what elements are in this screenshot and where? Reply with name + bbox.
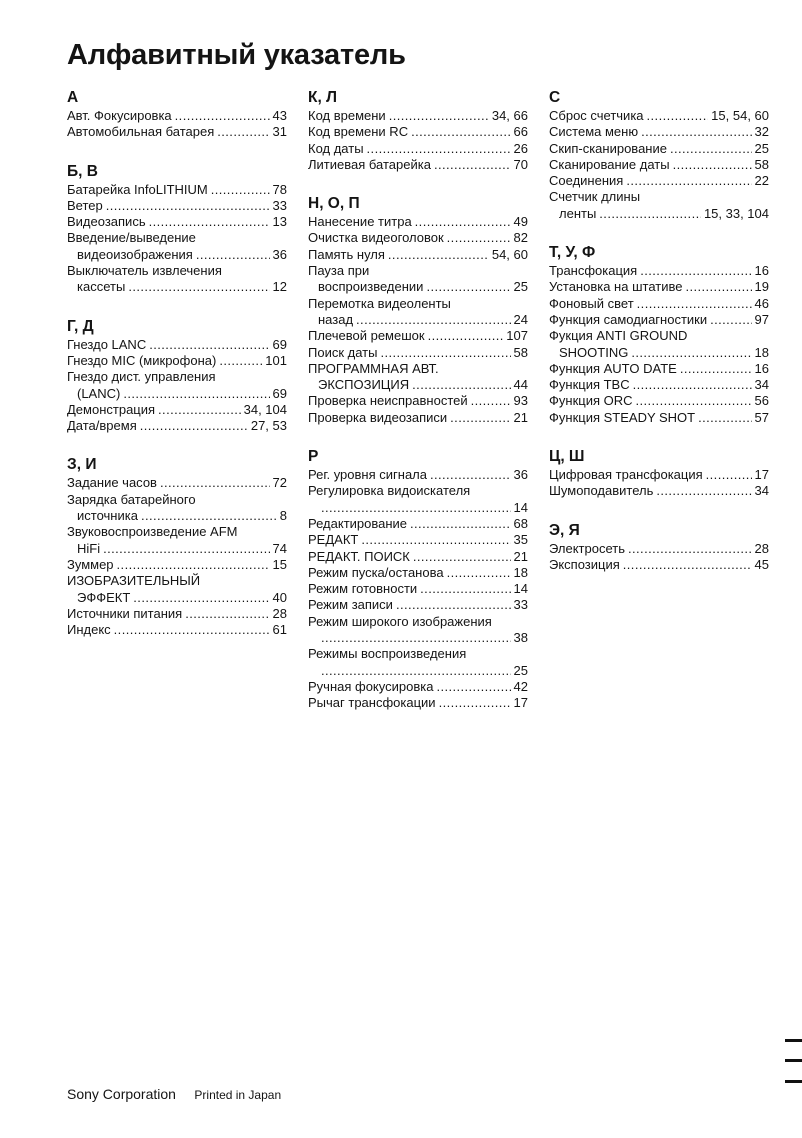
- entry-term: Система меню: [549, 124, 639, 140]
- entry-term: ЭФФЕКТ: [77, 589, 131, 605]
- entry-term: Функция самодиагностики: [549, 311, 708, 327]
- entry-pages: 8: [279, 508, 287, 524]
- dot-leader: [637, 296, 752, 312]
- entry-pages: 15, 54, 60: [711, 108, 769, 123]
- entry-pages: 57: [754, 409, 769, 425]
- index-column-1: [67, 88, 287, 659]
- entry-term: Демонстрация: [67, 401, 156, 417]
- dot-leader: [140, 418, 248, 434]
- entry-term: Видеозапись: [67, 214, 146, 230]
- entry-term: Соединения: [549, 173, 624, 189]
- entry-pages: 36: [513, 467, 528, 483]
- dot-leader: [117, 557, 270, 573]
- dot-leader: [133, 590, 269, 606]
- entry-term: Источники питания: [67, 605, 183, 621]
- dot-leader: [321, 500, 511, 516]
- index-entry: [308, 328, 528, 344]
- dot-leader: [410, 516, 511, 532]
- index-entry: [308, 214, 528, 230]
- index-entry: [549, 124, 769, 140]
- index-entry: [67, 230, 287, 263]
- entry-pages: 58: [754, 156, 769, 172]
- entry-pages: 24: [513, 311, 528, 327]
- index-entry: [67, 606, 287, 622]
- entry-pages: 38: [513, 630, 528, 646]
- index-entry: [308, 614, 528, 647]
- index-entry: [549, 541, 769, 557]
- entry-term: Фукция ANTI GROUND: [549, 328, 688, 344]
- entry-pages: 56: [754, 393, 769, 409]
- dot-leader: [636, 393, 752, 409]
- entry-term: ЭКСПОЗИЦИЯ: [318, 377, 410, 393]
- entry-pages: 54, 60: [491, 246, 528, 262]
- index-section: [308, 447, 528, 711]
- edge-tab-mark: [785, 1039, 802, 1042]
- dot-leader: [647, 108, 709, 124]
- entry-pages: 26: [513, 140, 528, 156]
- index-entry: [308, 410, 528, 426]
- footer: [67, 1086, 281, 1104]
- section-heading: Г, Д: [67, 317, 94, 335]
- index-section: [67, 88, 287, 141]
- dot-leader: [623, 557, 752, 573]
- entry-pages: 22: [754, 173, 769, 189]
- entry-pages: 66: [513, 124, 528, 140]
- entry-pages: 16: [754, 360, 769, 376]
- entry-pages: 42: [513, 678, 528, 694]
- dot-leader: [175, 108, 270, 124]
- entry-pages: 19: [754, 279, 769, 295]
- index-section: [549, 88, 769, 222]
- entry-term: Поиск даты: [308, 344, 378, 360]
- dot-leader: [447, 565, 511, 581]
- entry-term: Режим записи: [308, 597, 393, 613]
- entry-pages: 68: [513, 515, 528, 531]
- index-entry: [308, 345, 528, 361]
- entry-term: Функция ORC: [549, 393, 633, 409]
- index-entry: [67, 263, 287, 296]
- dot-leader: [321, 663, 511, 679]
- entry-term: Ветер: [67, 197, 103, 213]
- index-entry: [549, 312, 769, 328]
- dot-leader: [388, 247, 489, 263]
- entry-pages: 14: [513, 499, 528, 515]
- dot-leader: [367, 141, 511, 157]
- index-section: [308, 88, 528, 173]
- entry-term: Пауза при: [308, 263, 370, 279]
- entry-pages: 16: [754, 263, 769, 279]
- entry-pages: 36: [272, 246, 287, 262]
- dot-leader: [640, 263, 751, 279]
- dot-leader: [698, 410, 751, 426]
- index-section: [308, 194, 528, 426]
- index-entry: [308, 361, 528, 394]
- entry-pages: 35: [513, 532, 528, 548]
- entry-pages: 25: [754, 140, 769, 156]
- entry-term: Экспозиция: [549, 556, 620, 572]
- entry-term: Функция AUTO DATE: [549, 360, 677, 376]
- index-entry: [549, 157, 769, 173]
- entry-pages: 28: [754, 540, 769, 556]
- entry-pages: 82: [513, 230, 528, 246]
- entry-pages: 43: [272, 108, 287, 123]
- entry-pages: 13: [272, 214, 287, 230]
- dot-leader: [106, 198, 270, 214]
- dot-leader: [685, 279, 751, 295]
- dot-leader: [158, 402, 241, 418]
- entry-pages: 69: [272, 385, 287, 401]
- entry-pages: 101: [265, 352, 287, 368]
- entry-term: Рычаг трансфокации: [308, 695, 436, 711]
- section-heading: С: [549, 89, 561, 106]
- section-heading: Ц, Ш: [549, 448, 585, 466]
- index-entry: [67, 622, 287, 638]
- dot-leader: [411, 124, 510, 140]
- entry-pages: 34, 104: [243, 401, 287, 417]
- dot-leader: [160, 475, 270, 491]
- index-entry: [549, 467, 769, 483]
- section-heading: Б, В: [67, 162, 98, 180]
- entry-term: Установка на штативе: [549, 279, 683, 295]
- entry-pages: 107: [506, 328, 528, 344]
- index-entry: [308, 516, 528, 532]
- dot-leader: [211, 182, 270, 198]
- edge-tab-mark: [785, 1080, 802, 1083]
- index-entry: [67, 198, 287, 214]
- edge-tab-mark: [785, 1059, 802, 1062]
- entry-pages: 17: [754, 467, 769, 483]
- section-heading: А: [67, 89, 79, 106]
- index-entry: [308, 247, 528, 263]
- index-entry: [308, 393, 528, 409]
- dot-leader: [673, 157, 752, 173]
- index-entry: [308, 157, 528, 173]
- entry-pages: 34: [754, 483, 769, 499]
- entry-term: Рег. уровня сигнала: [308, 467, 427, 483]
- entry-pages: 33: [513, 597, 528, 613]
- entry-term: источника: [77, 508, 138, 524]
- entry-pages: 40: [272, 589, 287, 605]
- index-entry: [549, 108, 769, 124]
- index-entry: [308, 695, 528, 711]
- dot-leader: [413, 549, 511, 565]
- index-entry: [67, 182, 287, 198]
- dot-leader: [361, 532, 510, 548]
- entry-pages: 74: [272, 540, 287, 556]
- section-heading: Р: [308, 448, 319, 466]
- index-entry: [308, 679, 528, 695]
- entry-term: Код даты: [308, 140, 364, 156]
- dot-leader: [450, 410, 510, 426]
- dot-leader: [706, 467, 752, 483]
- entry-pages: 15, 33, 104: [703, 205, 769, 221]
- dot-leader: [428, 328, 504, 344]
- entry-term: Гнездо дист. управления: [67, 369, 216, 385]
- entry-term: Код времени: [308, 108, 386, 123]
- dot-leader: [415, 214, 511, 230]
- entry-term: Электросеть: [549, 540, 626, 556]
- entry-term: кассеты: [77, 279, 126, 295]
- index-section: [67, 455, 287, 638]
- index-entry: [549, 328, 769, 361]
- entry-pages: 69: [272, 336, 287, 352]
- dot-leader: [149, 337, 269, 353]
- dot-leader: [123, 386, 269, 402]
- entry-pages: 78: [272, 181, 287, 197]
- dot-leader: [641, 124, 751, 140]
- index-entry: [67, 337, 287, 353]
- entry-term: Шумоподавитель: [549, 483, 654, 499]
- dot-leader: [439, 695, 511, 711]
- index-entry: [308, 296, 528, 329]
- dot-leader: [656, 483, 751, 499]
- entry-pages: 21: [513, 548, 528, 564]
- entry-pages: 28: [272, 605, 287, 621]
- entry-pages: 72: [272, 475, 287, 491]
- index-section: [67, 317, 287, 435]
- entry-term: Проверка видеозаписи: [308, 409, 448, 425]
- entry-pages: 15: [272, 556, 287, 572]
- entry-pages: 45: [754, 556, 769, 572]
- entry-term: ПРОГРАММНАЯ АВТ.: [308, 360, 439, 376]
- entry-term: Сканирование даты: [549, 156, 670, 172]
- index-entry: [67, 124, 287, 140]
- dot-leader: [396, 597, 511, 613]
- index-entry: [549, 377, 769, 393]
- entry-pages: 61: [272, 622, 287, 638]
- footer-printed: Printed in Japan: [194, 1088, 282, 1102]
- index-entry: [67, 108, 287, 124]
- index-entry: [308, 124, 528, 140]
- entry-pages: 14: [513, 581, 528, 597]
- entry-term: Режим готовности: [308, 581, 418, 597]
- dot-leader: [114, 622, 270, 638]
- entry-term: Индекс: [67, 622, 111, 638]
- entry-term: Режим пуска/останова: [308, 564, 444, 580]
- index-column-2: [308, 88, 528, 733]
- index-entry: [308, 581, 528, 597]
- entry-pages: 18: [513, 564, 528, 580]
- section-heading: Э, Я: [549, 521, 580, 539]
- dot-leader: [426, 279, 510, 295]
- index-entry: [308, 108, 528, 124]
- entry-term: Введение/выведение: [67, 230, 196, 246]
- entry-term: Регулировка видоискателя: [308, 483, 471, 499]
- index-entry: [308, 263, 528, 296]
- entry-term: Дата/время: [67, 418, 137, 434]
- dot-leader: [141, 508, 277, 524]
- index-entry: [308, 141, 528, 157]
- dot-leader: [103, 541, 269, 557]
- entry-term: Цифровая трансфокация: [549, 467, 703, 483]
- section-heading: Н, О, П: [308, 195, 360, 213]
- index-section: [549, 243, 769, 426]
- dot-leader: [321, 630, 511, 646]
- entry-term: Проверка неисправностей: [308, 393, 468, 409]
- index-entry: [67, 524, 287, 557]
- index-entry: [549, 483, 769, 499]
- dot-leader: [389, 108, 489, 124]
- entry-term: Автомобильная батарея: [67, 124, 215, 140]
- entry-pages: 31: [272, 124, 287, 140]
- dot-leader: [128, 279, 269, 295]
- dot-leader: [196, 247, 270, 263]
- dot-leader: [149, 214, 270, 230]
- index-entry: [549, 263, 769, 279]
- section-heading: З, И: [67, 456, 97, 474]
- entry-pages: 17: [513, 695, 528, 711]
- entry-term: Гнездо MIC (микрофона): [67, 352, 217, 368]
- index-entry: [67, 369, 287, 402]
- index-section: [549, 521, 769, 574]
- index-entry: [549, 393, 769, 409]
- footer-company: Sony Corporation: [67, 1086, 176, 1102]
- index-entry: [67, 353, 287, 369]
- dot-leader: [710, 312, 751, 328]
- index-entry: [549, 189, 769, 222]
- entry-term: Ручная фокусировка: [308, 678, 434, 694]
- entry-term: Авт. Фокусировка: [67, 108, 172, 123]
- index-entry: [308, 532, 528, 548]
- dot-leader: [434, 157, 511, 173]
- dot-leader: [356, 312, 510, 328]
- index-entry: [308, 597, 528, 613]
- entry-term: Гнездо LANC: [67, 336, 147, 352]
- index-entry: [308, 230, 528, 246]
- entry-term: Функция TBC: [549, 377, 630, 393]
- dot-leader: [412, 377, 510, 393]
- dot-leader: [599, 206, 701, 222]
- entry-pages: 32: [754, 124, 769, 140]
- index-section: [549, 447, 769, 500]
- dot-leader: [680, 361, 752, 377]
- index-entry: [308, 565, 528, 581]
- entry-term: назад: [318, 311, 354, 327]
- dot-leader: [626, 173, 751, 189]
- index-entry: [67, 573, 287, 606]
- entry-term: Режим широкого изображения: [308, 613, 492, 629]
- entry-term: Трансфокация: [549, 263, 638, 279]
- entry-term: HiFi: [77, 540, 101, 556]
- index-entry: [67, 557, 287, 573]
- entry-pages: 93: [513, 393, 528, 409]
- index-column-3: [549, 88, 769, 594]
- entry-pages: 18: [754, 344, 769, 360]
- dot-leader: [430, 467, 511, 483]
- index-entry: [549, 173, 769, 189]
- entry-term: Задание часов: [67, 475, 157, 491]
- index-entry: [67, 475, 287, 491]
- entry-pages: 44: [513, 377, 528, 393]
- dot-leader: [447, 230, 511, 246]
- entry-pages: 34, 66: [491, 108, 528, 123]
- page-title: Алфавитный указатель: [67, 39, 406, 71]
- entry-term: воспроизведении: [318, 279, 424, 295]
- entry-pages: 25: [513, 279, 528, 295]
- index-entry: [549, 279, 769, 295]
- index-entry: [308, 549, 528, 565]
- section-heading: К, Л: [308, 89, 337, 106]
- entry-term: Зарядка батарейного: [67, 491, 196, 507]
- dot-leader: [628, 541, 752, 557]
- entry-pages: 34: [754, 377, 769, 393]
- dot-leader: [380, 345, 510, 361]
- entry-term: Режимы воспроизведения: [308, 646, 467, 662]
- dot-leader: [217, 124, 269, 140]
- entry-term: Память нуля: [308, 246, 385, 262]
- entry-term: Перемотка видеоленты: [308, 295, 451, 311]
- entry-pages: 70: [513, 156, 528, 172]
- dot-leader: [471, 393, 511, 409]
- entry-term: РЕДАКТ: [308, 532, 359, 548]
- entry-term: Скип-сканирование: [549, 140, 667, 156]
- entry-term: Фоновый свет: [549, 295, 634, 311]
- entry-term: Сброс счетчика: [549, 108, 644, 123]
- entry-term: (LANC): [77, 385, 121, 401]
- entry-term: ИЗОБРАЗИТЕЛЬНЫЙ: [67, 573, 201, 589]
- index-entry: [67, 402, 287, 418]
- entry-pages: 27, 53: [250, 418, 287, 434]
- entry-term: Очистка видеоголовок: [308, 230, 444, 246]
- entry-term: ленты: [559, 205, 597, 221]
- entry-term: Зуммер: [67, 556, 114, 572]
- index-entry: [549, 141, 769, 157]
- dot-leader: [219, 353, 262, 369]
- entry-pages: 58: [513, 344, 528, 360]
- index-section: [67, 162, 287, 296]
- dot-leader: [185, 606, 269, 622]
- entry-term: Редактирование: [308, 515, 408, 531]
- entry-pages: 46: [754, 295, 769, 311]
- dot-leader: [420, 581, 510, 597]
- entry-pages: 25: [513, 662, 528, 678]
- section-heading: Т, У, Ф: [549, 244, 596, 262]
- entry-term: Плечевой ремешок: [308, 328, 425, 344]
- dot-leader: [633, 377, 752, 393]
- index-entry: [308, 646, 528, 679]
- index-entry: [549, 557, 769, 573]
- entry-pages: 49: [513, 214, 528, 230]
- entry-pages: 33: [272, 197, 287, 213]
- entry-pages: 12: [272, 279, 287, 295]
- dot-leader: [436, 679, 510, 695]
- dot-leader: [670, 141, 752, 157]
- entry-term: РЕДАКТ. ПОИСК: [308, 548, 410, 564]
- index-entry: [549, 410, 769, 426]
- entry-term: Счетчик длины: [549, 189, 641, 205]
- entry-term: Звуковоспроизведение AFM: [67, 524, 238, 540]
- index-entry: [549, 296, 769, 312]
- entry-pages: 21: [513, 409, 528, 425]
- index-entry: [308, 483, 528, 516]
- entry-term: Функция STEADY SHOT: [549, 409, 696, 425]
- entry-term: SHOOTING: [559, 344, 629, 360]
- index-entry: [308, 467, 528, 483]
- entry-term: Код времени RC: [308, 124, 409, 140]
- entry-term: видеоизображения: [77, 246, 193, 262]
- index-entry: [67, 418, 287, 434]
- dot-leader: [631, 345, 751, 361]
- index-entry: [549, 361, 769, 377]
- entry-term: Нанесение титра: [308, 214, 412, 230]
- entry-term: Батарейка InfoLITHIUM: [67, 181, 208, 197]
- entry-term: Выключатель извлечения: [67, 263, 222, 279]
- entry-term: Литиевая батарейка: [308, 156, 431, 172]
- index-entry: [67, 214, 287, 230]
- index-entry: [67, 492, 287, 525]
- entry-pages: 97: [754, 311, 769, 327]
